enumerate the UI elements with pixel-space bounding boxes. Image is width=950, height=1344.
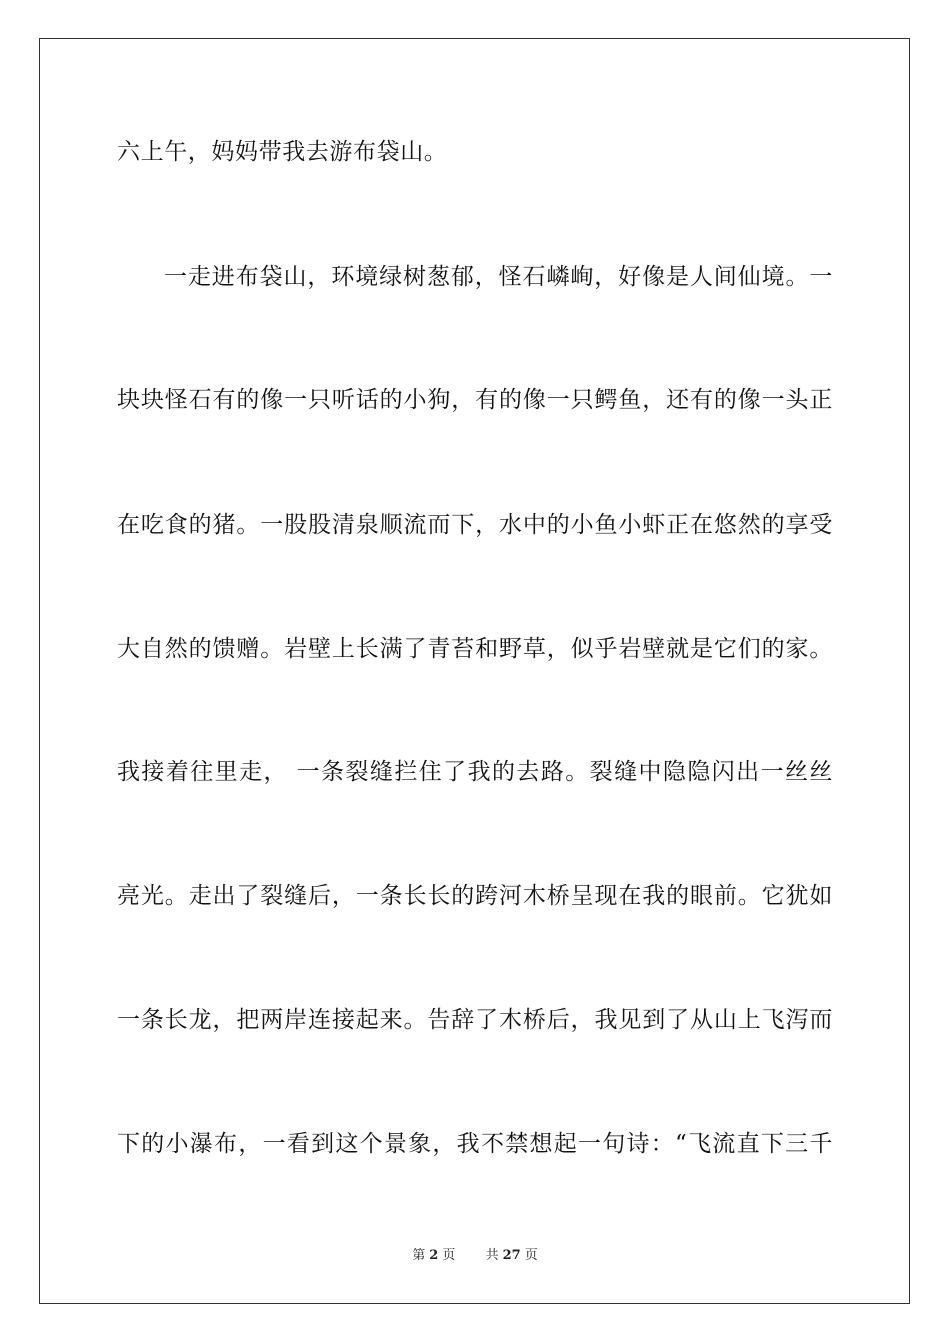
page-number: 2 xyxy=(429,1248,439,1263)
text-line-4: 在吃食的猪。一股股清泉顺流而下，水中的小鱼小虾正在悠然的享受 xyxy=(117,512,833,538)
page-footer xyxy=(0,1247,950,1265)
text-line-7: 亮光。走出了裂缝后，一条长长的跨河木桥呈现在我的眼前。它犹如 xyxy=(117,883,833,909)
page-suffix: 页 xyxy=(442,1248,456,1263)
text-line-9: 下的小瀑布，一看到这个景象，我不禁想起一句诗：“飞流直下三千 xyxy=(117,1131,833,1157)
text-line-2: 一走进布袋山，环境绿树葱郁，怪石嶙峋，好像是人间仙境。一 xyxy=(164,264,833,290)
text-line-8: 一条长龙，把两岸连接起来。告辞了木桥后，我见到了从山上飞泻而 xyxy=(117,1007,833,1033)
text-line-5: 大自然的馈赠。岩壁上长满了青苔和野草，似乎岩壁就是它们的家。 xyxy=(117,636,833,662)
text-line-3: 块块怪石有的像一只听话的小狗，有的像一只鳄鱼，还有的像一头正 xyxy=(117,387,833,413)
total-suffix: 页 xyxy=(524,1248,538,1263)
page-border xyxy=(39,38,910,1304)
text-line-6: 我接着往里走， 一条裂缝拦住了我的去路。裂缝中隐隐闪出一丝丝 xyxy=(117,759,833,785)
total-pages: 27 xyxy=(502,1248,521,1263)
total-prefix: 共 xyxy=(485,1248,499,1263)
text-line-1: 六上午，妈妈带我去游布袋山。 xyxy=(117,139,448,165)
page-prefix: 第 xyxy=(412,1248,426,1263)
